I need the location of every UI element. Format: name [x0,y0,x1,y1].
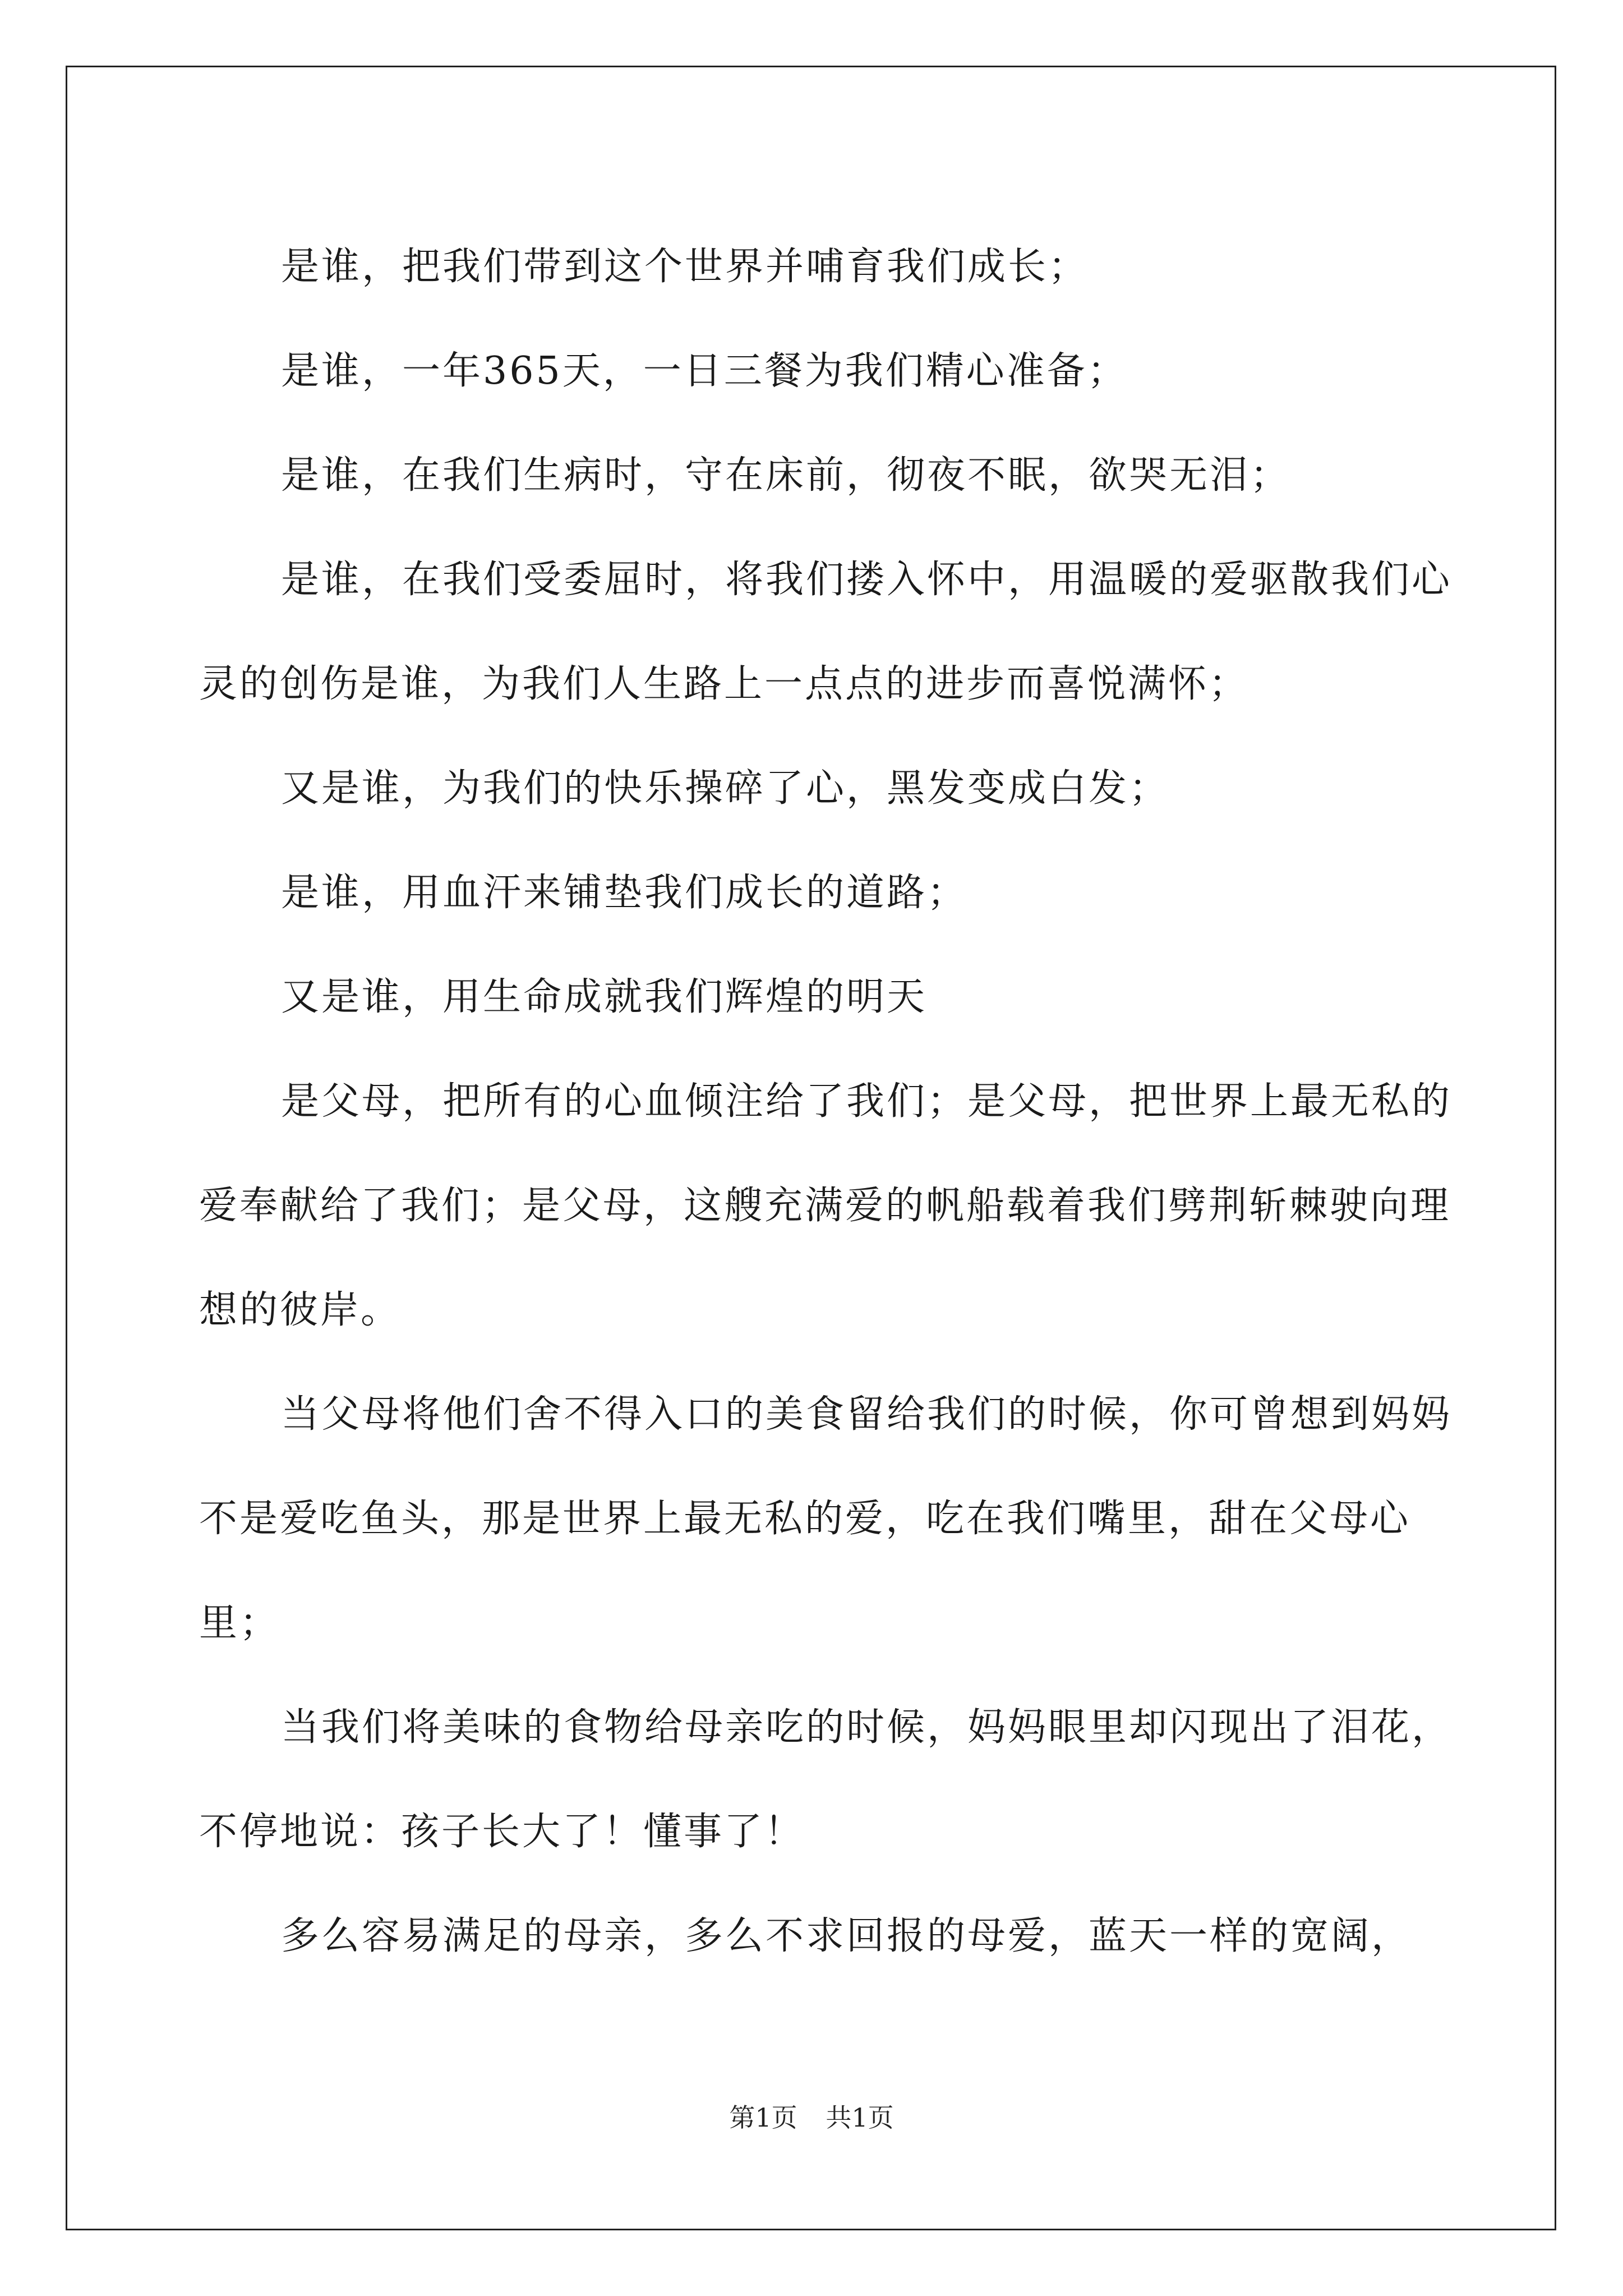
paragraph: 又是谁，为我们的快乐操碎了心，黑发变成白发； [281,766,1170,811]
paragraph: 当父母将他们舍不得入口的美食留给我们的时候，你可曾想到妈妈不是爱吃鱼头，那是世界上最无私的爱，吃在我们嘴里，甜在父母心里； [199,1392,1453,1645]
paragraph: 是父母，把所有的心血倾注给了我们；是父母，把世界上最无私的爱奉献给了我们；是父母，这艘充满爱的帆船载着我们劈荆斩棘驶向理想的彼岸。 [199,1079,1453,1332]
paragraph: 多么容易满足的母亲，多么不求回报的母爱，蓝天一样的宽阔， [281,1914,1412,1958]
page-total: 共1页 [826,2102,894,2133]
page-number: 第1页 [729,2102,797,2133]
paragraph: 是谁，一年365天，一日三餐为我们精心准备； [281,349,1128,393]
page-footer [0,2101,1623,2134]
paragraph: 是谁，在我们生病时，守在床前，彻夜不眠，欲哭无泪； [281,453,1291,498]
paragraph: 又是谁，用生命成就我们辉煌的明天 [281,975,928,1019]
document-body [199,215,1478,1989]
paragraph: 当我们将美味的食物给母亲吃的时候，妈妈眼里却闪现出了泪花，不停地说：孩子长大了！懂事了！ [199,1705,1453,1854]
paragraph: 是谁，在我们受委屈时，将我们搂入怀中，用温暖的爱驱散我们心灵的创伤是谁，为我们人生路上一点点的进步而喜悦满怀； [199,558,1453,706]
paragraph: 是谁，把我们带到这个世界并哺育我们成长； [281,245,1089,289]
paragraph: 是谁，用血汗来铺垫我们成长的道路； [281,871,968,915]
